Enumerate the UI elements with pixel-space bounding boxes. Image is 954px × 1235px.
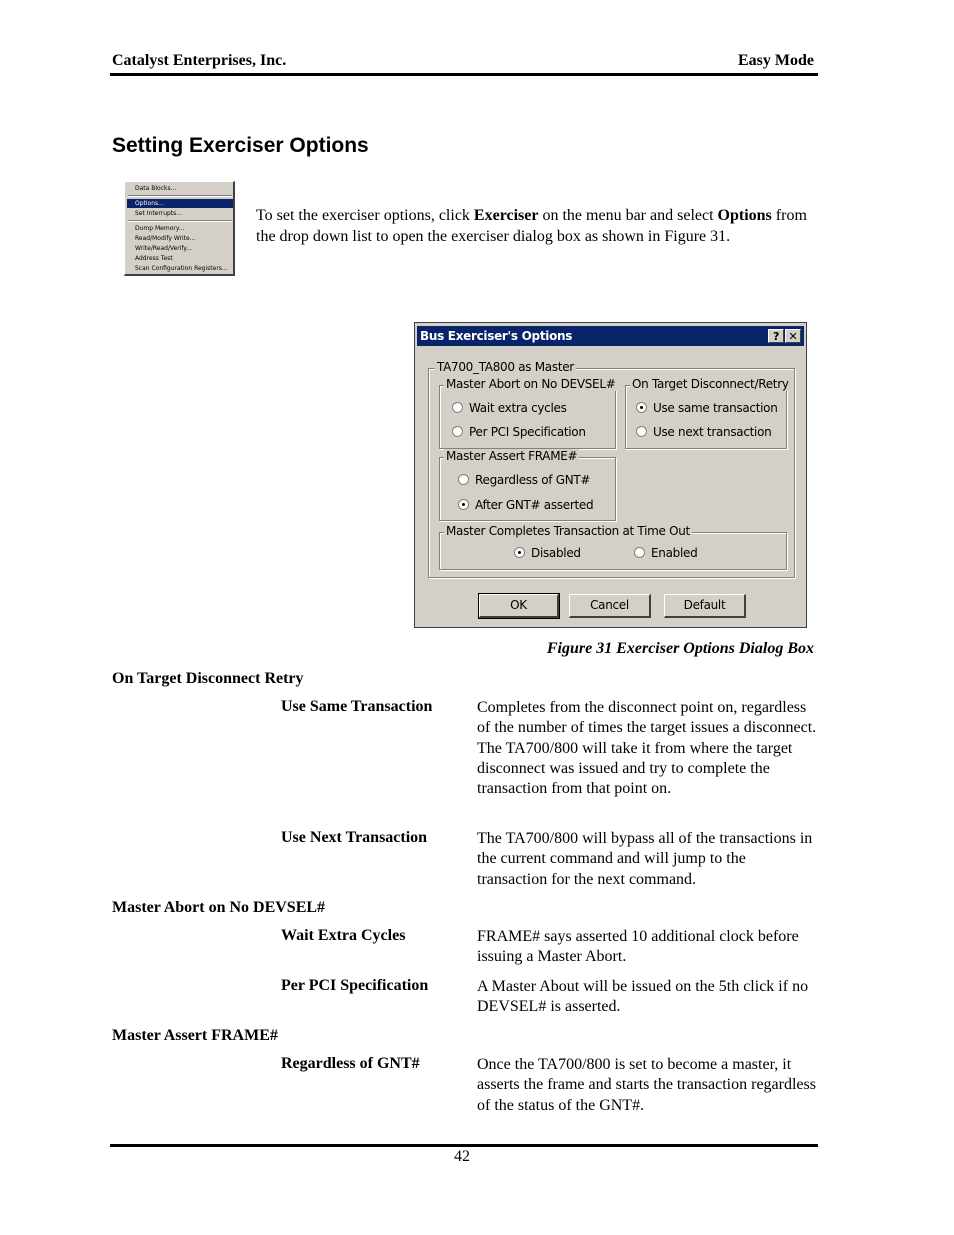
header-rule xyxy=(110,73,818,76)
master-abort-legend: Master Abort on No DEVSEL# xyxy=(446,377,616,391)
radio-label: Use next transaction xyxy=(653,425,772,439)
radio-after-gnt-asserted[interactable] xyxy=(458,498,593,512)
intro-text: To set the exerciser options, click xyxy=(256,207,474,224)
menu-item-dump-memory: Dump Memory... xyxy=(135,225,185,232)
term-regardless-of-gnt: Regardless of GNT# xyxy=(281,1055,420,1072)
radio-circle-icon xyxy=(452,426,463,437)
radio-label: Regardless of GNT# xyxy=(475,473,591,487)
radio-label: Disabled xyxy=(531,546,581,560)
help-button[interactable]: ? xyxy=(768,329,784,343)
assert-frame-legend: Master Assert FRAME# xyxy=(446,449,578,463)
dialog-titlebar xyxy=(417,326,804,346)
radio-label: Enabled xyxy=(651,546,698,560)
radio-regardless-of-gnt[interactable] xyxy=(458,473,590,487)
ok-button[interactable]: OK xyxy=(479,594,559,618)
term-use-same-transaction: Use Same Transaction xyxy=(281,698,433,715)
target-disconnect-group xyxy=(625,377,789,449)
desc-per-pci-specification: A Master About will be issued on the 5th click if no DEVSEL# is asserted. xyxy=(477,978,809,1016)
group-heading-assert-frame: Master Assert FRAME# xyxy=(112,1027,278,1044)
header-company: Catalyst Enterprises, Inc. xyxy=(112,52,287,69)
radio-circle-icon xyxy=(636,426,647,437)
master-abort-group xyxy=(439,377,616,449)
radio-label: After GNT# asserted xyxy=(475,498,594,512)
term-per-pci-specification: Per PCI Specification xyxy=(281,977,429,994)
master-group-legend: TA700_TA800 as Master xyxy=(437,360,574,374)
default-button[interactable]: Default xyxy=(664,594,746,618)
exerciser-menu-screenshot xyxy=(124,181,235,276)
group-heading-master-abort: Master Abort on No DEVSEL# xyxy=(112,899,326,916)
cancel-button[interactable]: Cancel xyxy=(569,594,651,618)
radio-label: Wait extra cycles xyxy=(469,401,567,415)
radio-label: Use same transaction xyxy=(653,401,778,415)
radio-circle-icon xyxy=(452,402,463,413)
section-title: Setting Exerciser Options xyxy=(112,134,369,157)
radio-circle-icon xyxy=(458,474,469,485)
radio-circle-icon xyxy=(634,547,645,558)
radio-label: Per PCI Specification xyxy=(469,425,586,439)
menu-item-scan-config: Scan Configuration Registers... xyxy=(135,265,228,272)
master-group xyxy=(428,360,795,578)
intro-paragraph xyxy=(256,205,816,247)
footer-rule xyxy=(110,1144,818,1147)
timeout-group xyxy=(439,524,787,570)
term-use-next-transaction: Use Next Transaction xyxy=(281,829,428,846)
page-number: 42 xyxy=(454,1148,470,1165)
radio-use-same-transaction[interactable] xyxy=(636,401,778,415)
radio-wait-extra-cycles[interactable] xyxy=(452,401,567,415)
dialog-title: Bus Exerciser's Options xyxy=(420,329,573,343)
menu-item-write-read-verify: Write/Read/Verify... xyxy=(135,245,192,252)
term-wait-extra-cycles: Wait Extra Cycles xyxy=(281,927,406,944)
menu-item-set-interrupts: Set Interrupts... xyxy=(135,210,183,217)
assert-frame-group xyxy=(439,449,616,521)
group-heading-target-disconnect: On Target Disconnect Retry xyxy=(112,670,304,687)
radio-per-pci-spec[interactable] xyxy=(452,425,586,439)
radio-selected-icon xyxy=(458,499,469,510)
close-button[interactable]: ✕ xyxy=(785,329,801,343)
figure-caption: Figure 31 Exerciser Options Dialog Box xyxy=(546,640,814,657)
menu-separator xyxy=(128,195,232,197)
menu-item-address-test: Address Test xyxy=(135,255,173,262)
radio-use-next-transaction[interactable] xyxy=(636,425,771,439)
desc-regardless-of-gnt: Once the TA700/800 is set to become a master, it asserts the frame and starts the transaction regardless of the status of the GNT#. xyxy=(477,1056,816,1114)
desc-wait-extra-cycles: FRAME# says asserted 10 additional clock before issuing a Master Abort. xyxy=(477,928,799,966)
radio-selected-icon xyxy=(636,402,647,413)
header-chapter: Easy Mode xyxy=(738,52,814,69)
radio-timeout-disabled[interactable] xyxy=(514,546,581,560)
menu-separator xyxy=(128,220,232,222)
menu-item-data-blocks: Data Blocks... xyxy=(135,185,177,192)
radio-selected-icon xyxy=(514,547,525,558)
timeout-legend: Master Completes Transaction at Time Out xyxy=(446,524,690,538)
desc-use-next-transaction: The TA700/800 will bypass all of the transactions in the current command and will jump to the transaction for the next command. xyxy=(477,830,813,888)
intro-options-term: Options xyxy=(717,207,772,224)
radio-timeout-enabled[interactable] xyxy=(634,546,697,560)
menu-item-options: Options... xyxy=(127,199,233,208)
exerciser-options-dialog xyxy=(414,322,807,628)
intro-text: from the drop down list to open the exerciser dialog box as shown in Figure 31. xyxy=(256,207,807,245)
intro-exerciser-term: Exerciser xyxy=(473,207,539,224)
intro-text: on the menu bar and select xyxy=(538,207,718,224)
target-disconnect-legend: On Target Disconnect/Retry xyxy=(632,377,789,391)
menu-item-read-modify-write: Read/Modify Write... xyxy=(135,235,196,242)
desc-use-same-transaction: Completes from the disconnect point on, regardless of the number of times the target issues a disconnect. The TA700/800 will take it from where the target disconnect was issued and try to complete the transaction from that point on. xyxy=(477,699,817,798)
